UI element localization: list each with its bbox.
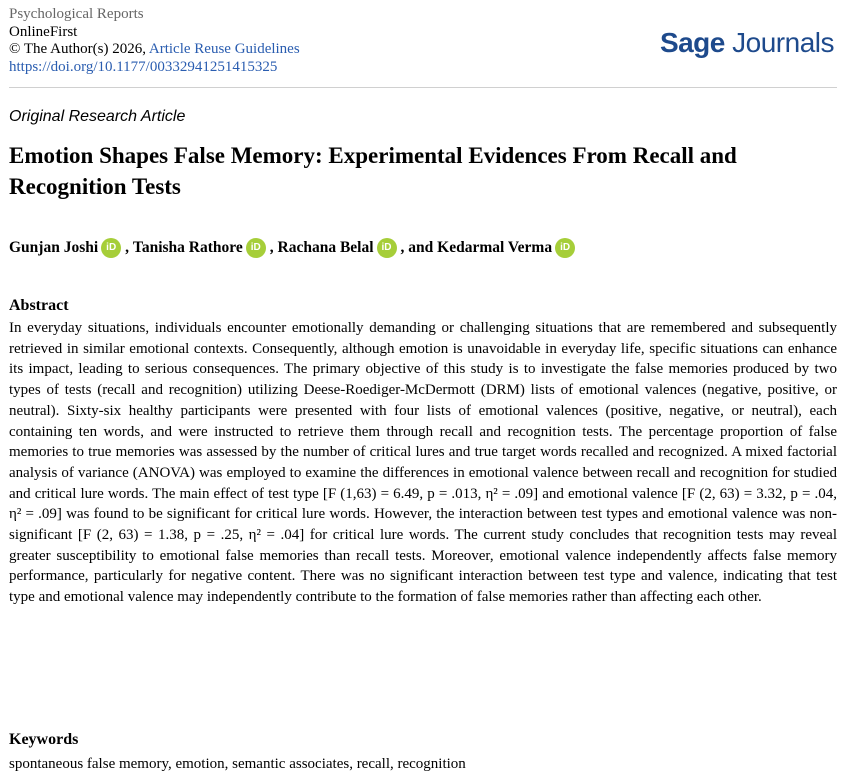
abstract-text: In everyday situations, individuals encounter emotionally demanding or challenging situations that are remembered and subsequently retrieved in similar emotional contexts. Consequently, although emotion is unavoidable in everyday life, specific situations can enhance its impact, leading to serious consequences. The primary objective of this study is to investigate the false memories produced by two types of tests (recall and recognition) utilizing Deese-Roediger-McDermott (DRM) lists of emotional valences (negative, positive, or neutral). Sixty-six healthy participants were presented with four lists of emotional valences (positive, negative, or neutral), each containing ten words, and were instructed to retrieve them through recall and recognition tests. The percentage proportion of false memories to true memories was assessed by the number of critical lures and true target words recalled and recognized. A mixed factorial analysis of variance (ANOVA) was employed to examine the differences in emotional valence between recall and recognition for studied and critical lure words. The main effect of test type [F (1,63) = 6.49, p = .013, η² = .09] and emotional valence [F (2, 63) = 3.32, p = .04, η² = .09] was found to be significant for critical lure words. However, the interaction between test types and emotional valence was non-significant [F (2, 63) = 1.38, p = .25, η² = .04] for critical lure words. The current study concludes that recognition tests may reveal greater susceptibility to emotional false memories than recall tests. Moreover, emotional valence independently affects false memory performance, particularly for negative content. There was no significant interaction between test type and valence, indicating that test type and emotional valence may independently contribute to the formation of false memories rather than affecting each other. [9, 320, 837, 606]
article-title: Emotion Shapes False Memory: Experimental Evidences From Recall and Recognition Tests [9, 143, 737, 199]
author-name[interactable]: Rachana Belal [277, 239, 374, 256]
author-name[interactable]: Gunjan Joshi [9, 239, 99, 256]
sage-journals-logo[interactable] [660, 27, 834, 59]
author-separator: , [269, 239, 274, 256]
author-separator: , [125, 239, 130, 256]
reuse-guidelines-link[interactable]: Article Reuse Guidelines [148, 41, 300, 57]
publication-status: OnlineFirst [9, 23, 78, 40]
logo-journals: Journals [732, 27, 834, 58]
orcid-icon[interactable]: iD [377, 238, 397, 258]
orcid-icon[interactable]: iD [246, 238, 266, 258]
author-name[interactable]: Tanisha Rathore [132, 239, 243, 256]
author-list [9, 238, 579, 258]
copyright-line [9, 41, 300, 59]
abstract-heading: Abstract [9, 297, 69, 314]
keywords-list: spontaneous false memory, emotion, semantic associates, recall, recognition [9, 756, 466, 772]
journal-name: Psychological Reports [9, 6, 144, 22]
copyright-text: © The Author(s) 2026, [9, 41, 146, 57]
article-header [9, 6, 300, 76]
article-type: Original Research Article [9, 108, 186, 125]
orcid-icon[interactable]: iD [555, 238, 575, 258]
author-separator: , and [400, 239, 434, 256]
doi-link[interactable]: https://doi.org/10.1177/00332941251415325 [9, 58, 278, 75]
author-name[interactable]: Kedarmal Verma [437, 239, 553, 256]
orcid-icon[interactable]: iD [101, 238, 121, 258]
logo-sage: Sage [659, 27, 725, 58]
keywords-heading: Keywords [9, 731, 79, 748]
header-divider [9, 87, 837, 88]
